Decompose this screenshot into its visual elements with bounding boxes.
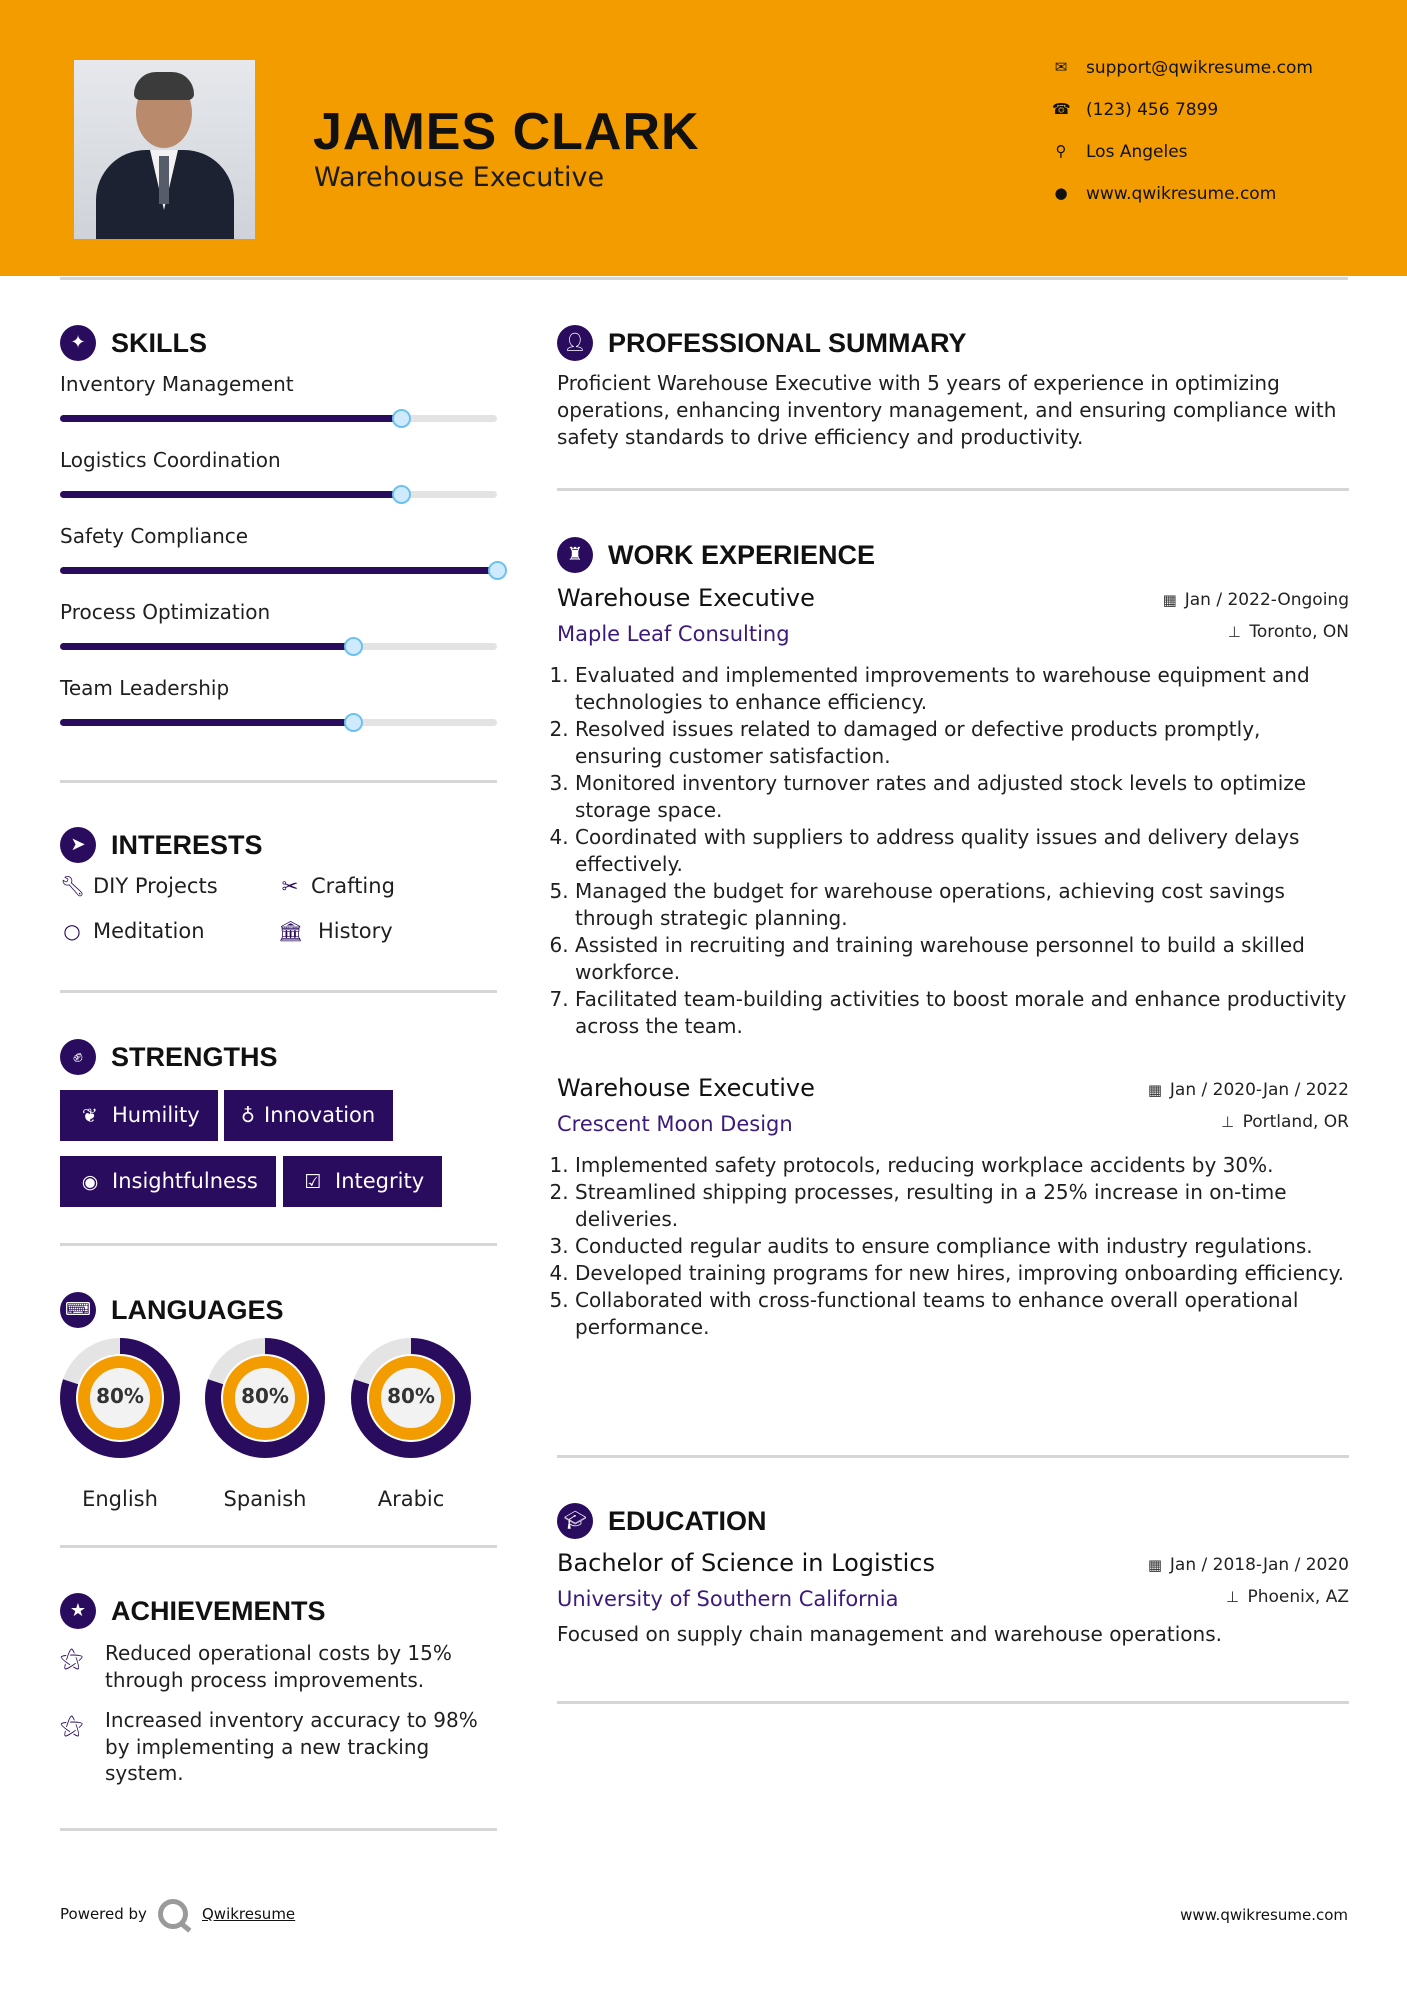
qwikresume-link[interactable]: Qwikresume (202, 1905, 296, 1923)
section-divider (60, 990, 497, 993)
calendar-icon: ▦ (1147, 1081, 1162, 1099)
profile-photo (74, 60, 255, 239)
contact-phone[interactable]: ☎ (123) 456 7899 (1052, 100, 1219, 120)
list-item: 3. Monitored inventory turnover rates and adjusted stock levels to optimize storage space. (575, 770, 1349, 824)
office-chair-icon: ♜ (557, 537, 593, 573)
eye-icon: ◉ (81, 1171, 99, 1193)
section-divider (60, 1828, 497, 1831)
contact-list (1048, 56, 1388, 224)
job-location: ⊥ Portland, OR (1219, 1112, 1349, 1132)
skill-knob (344, 713, 363, 732)
language-item: 80% Spanish (205, 1338, 325, 1458)
job-date: ▦ Jan / 2020-Jan / 2022 (1147, 1080, 1349, 1100)
paper-plane-icon: ➤ (60, 827, 96, 863)
list-item: 6. Assisted in recruiting and training warehouse personnel to build a skilled workforce. (575, 932, 1349, 986)
section-divider (557, 1455, 1349, 1458)
job-location: ⊥ Toronto, ON (1225, 622, 1349, 642)
education-entry (557, 1549, 1349, 1659)
calendar-icon: ▦ (1147, 1556, 1162, 1574)
strength-tag: ❦ Humility (60, 1090, 218, 1141)
list-item: 2. Resolved issues related to damaged or defective products promptly, ensuring customer satisfaction. (575, 716, 1349, 770)
circle-icon: ○ (63, 919, 81, 943)
bank-icon: 🏛︎ (278, 919, 304, 943)
fist-icon: ✊︎ (60, 1039, 96, 1075)
skill-item: Logistics Coordination (60, 448, 497, 472)
section-divider (60, 780, 497, 783)
pushpin-icon: ⊥ (1227, 623, 1241, 641)
phone-icon: ☎ (1052, 100, 1071, 118)
list-item: 1. Evaluated and implemented improvements to warehouse equipment and technologies to enhance efficiency. (575, 662, 1349, 716)
skill-item: Safety Compliance (60, 524, 497, 548)
list-item: 2. Streamlined shipping processes, resulting in a 25% increase in on-time deliveries. (575, 1179, 1349, 1233)
language-item: 80% English (60, 1338, 180, 1458)
job-bullets (557, 662, 1349, 1040)
skill-item: Team Leadership (60, 676, 497, 700)
contact-location: ⚲ Los Angeles (1048, 140, 1388, 182)
qwikresume-logo-icon (158, 1899, 188, 1929)
degree: Bachelor of Science in Logistics (557, 1549, 935, 1577)
list-item: 5. Managed the budget for warehouse operations, achieving cost savings through strategic planning. (575, 878, 1349, 932)
globe-icon: ● (1054, 184, 1068, 202)
envelope-icon: ✉ (1054, 58, 1068, 76)
section-divider (557, 1701, 1349, 1704)
skill-bar (60, 567, 497, 574)
skill-knob (392, 409, 411, 428)
job-date: ▦ Jan / 2022-Ongoing (1162, 590, 1349, 610)
strength-tag: ◉ Insightfulness (60, 1156, 276, 1207)
skill-bar (60, 643, 497, 650)
user-icon: 👤︎ (557, 325, 593, 361)
map-pin-icon: ⚲ (1055, 142, 1067, 160)
candidate-title: Warehouse Executive (314, 162, 605, 193)
education-description: Focused on supply chain management and warehouse operations. (557, 1622, 1222, 1646)
list-item: 7. Facilitated team-building activities to boost morale and enhance productivity across the team. (575, 986, 1349, 1040)
education-location: ⊥ Phoenix, AZ (1223, 1587, 1349, 1607)
lightbulb-icon: ♁ (241, 1105, 255, 1127)
list-item: 3. Conducted regular audits to ensure compliance with industry regulations. (575, 1233, 1349, 1260)
skill-item: Inventory Management (60, 372, 497, 396)
header-divider (60, 277, 1348, 280)
footer-website-link[interactable]: www.qwikresume.com (1180, 1906, 1348, 1924)
section-divider (557, 488, 1349, 491)
job-company: Maple Leaf Consulting (557, 622, 790, 646)
skill-knob (344, 637, 363, 656)
job-entry (557, 584, 1349, 1044)
list-item: 1. Implemented safety protocols, reducing workplace accidents by 30%. (575, 1152, 1349, 1179)
check-square-icon: ☑ (304, 1171, 322, 1193)
strength-tag: ♁ Innovation (224, 1090, 393, 1141)
resume-header (0, 0, 1407, 276)
contact-website[interactable]: ● www.qwikresume.com (1048, 182, 1388, 224)
skill-knob (392, 485, 411, 504)
skill-knob (488, 561, 507, 580)
candidate-name: JAMES CLARK (313, 103, 700, 161)
skill-bar (60, 415, 497, 422)
section-divider (60, 1545, 497, 1548)
summary-text: Proficient Warehouse Executive with 5 years of experience in optimizing operations, enhancing inventory management, and ensuring compliance with safety standards to drive efficiency and productivity. (557, 371, 1337, 449)
leaf-icon: ❦ (82, 1105, 98, 1127)
job-entry (557, 1074, 1349, 1404)
education-date: ▦ Jan / 2018-Jan / 2020 (1147, 1555, 1349, 1575)
language-icon: ⌨ (60, 1292, 96, 1328)
shooting-star-icon: ⚝ (60, 1644, 84, 1672)
pushpin-icon: ⊥ (1221, 1113, 1235, 1131)
strength-tag: ☑ Integrity (283, 1156, 442, 1207)
skill-item: Process Optimization (60, 600, 497, 624)
list-item: 4. Developed training programs for new hires, improving onboarding efficiency. (575, 1260, 1349, 1287)
skill-bar (60, 491, 497, 498)
scissors-icon: ✂ (281, 874, 299, 898)
calendar-icon: ▦ (1162, 591, 1177, 609)
job-bullets (557, 1152, 1349, 1341)
wrench-icon: 🔧︎ (60, 874, 86, 898)
lightbulb-icon: ✦ (60, 325, 96, 361)
pushpin-icon: ⊥ (1225, 1588, 1239, 1606)
list-item: 4. Coordinated with suppliers to address quality issues and delivery delays effectively. (575, 824, 1349, 878)
shooting-star-icon: ⚝ (60, 1711, 84, 1739)
list-item: 5. Collaborated with cross-functional teams to enhance overall operational performance. (575, 1287, 1349, 1341)
skill-bar (60, 719, 497, 726)
language-item: 80% Arabic (351, 1338, 471, 1458)
job-title: Warehouse Executive (557, 584, 815, 612)
star-badge-icon: ★ (60, 1593, 96, 1629)
contact-email[interactable]: ✉ support@qwikresume.com (1048, 56, 1388, 98)
job-company: Crescent Moon Design (557, 1112, 793, 1136)
job-title: Warehouse Executive (557, 1074, 815, 1102)
section-divider (60, 1243, 497, 1246)
school: University of Southern California (557, 1587, 899, 1611)
graduate-icon: 🎓︎ (557, 1503, 593, 1539)
